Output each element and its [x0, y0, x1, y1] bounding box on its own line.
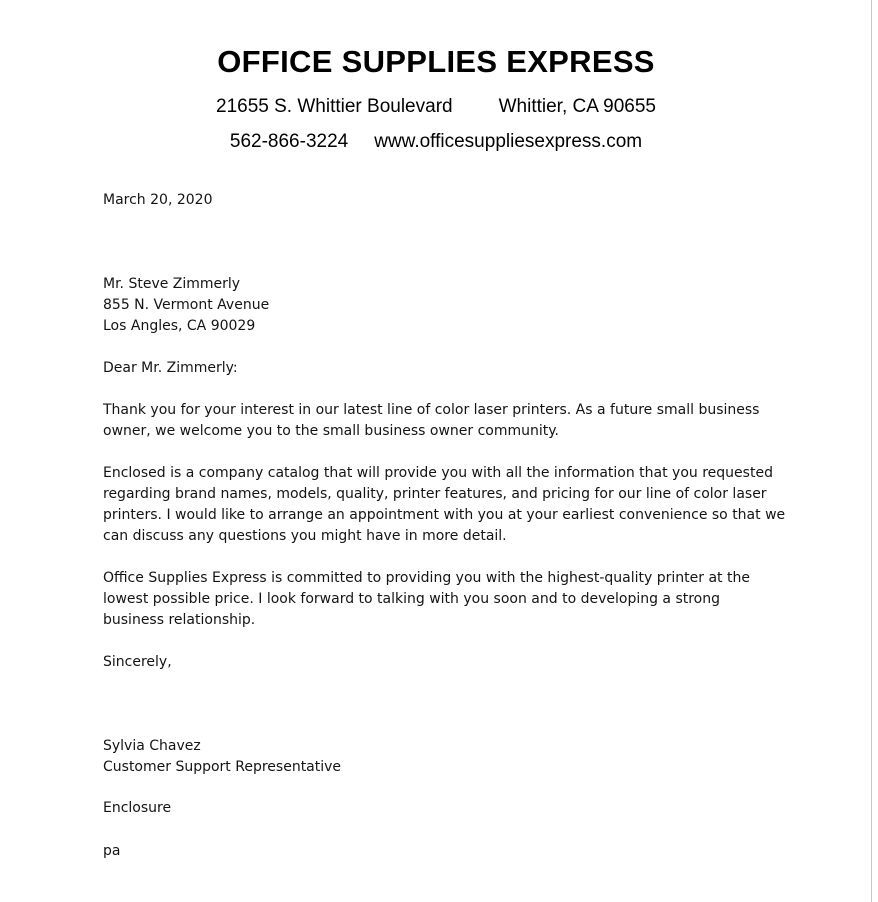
company-address-line — [0, 95, 872, 119]
company-street: 21655 S. Whittier Boulevard — [216, 96, 453, 117]
closing: Sincerely, — [103, 654, 172, 670]
company-city: Whittier, CA 90655 — [498, 96, 656, 117]
recipient-city: Los Angles, CA 90029 — [103, 318, 256, 334]
letter-date: March 20, 2020 — [103, 192, 213, 208]
company-name: OFFICE SUPPLIES EXPRESS — [217, 44, 655, 79]
signer-title: Customer Support Representative — [103, 759, 342, 775]
body-paragraph: Thank you for your interest in our latest line of color laser printers. As a future small business owner, we welcome you to the small business owner community. — [103, 402, 760, 439]
company-website: www.officesuppliesexpress.com — [374, 131, 643, 152]
body-paragraph: Enclosed is a company catalog that will provide you with all the information that you requested regarding brand names, models, quality, printer features, and pricing for our line of color laser printers. I would like to arrange an appointment with you at your earliest convenience so that we can discuss any questions you might have in more detail. — [103, 465, 786, 544]
recipient-name: Mr. Steve Zimmerly — [103, 276, 241, 292]
body-paragraph: Office Supplies Express is committed to providing you with the highest-quality printer at the lowest possible price. I look forward to talking with you soon and to developing a strong business relationship. — [103, 570, 750, 628]
signer-name: Sylvia Chavez — [103, 738, 201, 754]
signature-block — [103, 736, 803, 778]
recipient-address — [103, 274, 803, 337]
recipient-street: 855 N. Vermont Avenue — [103, 297, 270, 313]
reference-initials: pa — [103, 843, 121, 859]
salutation: Dear Mr. Zimmerly: — [103, 360, 238, 376]
company-contact-line — [0, 130, 872, 154]
enclosure-notation: Enclosure — [103, 800, 172, 816]
company-phone: 562-866-3224 — [229, 131, 349, 152]
